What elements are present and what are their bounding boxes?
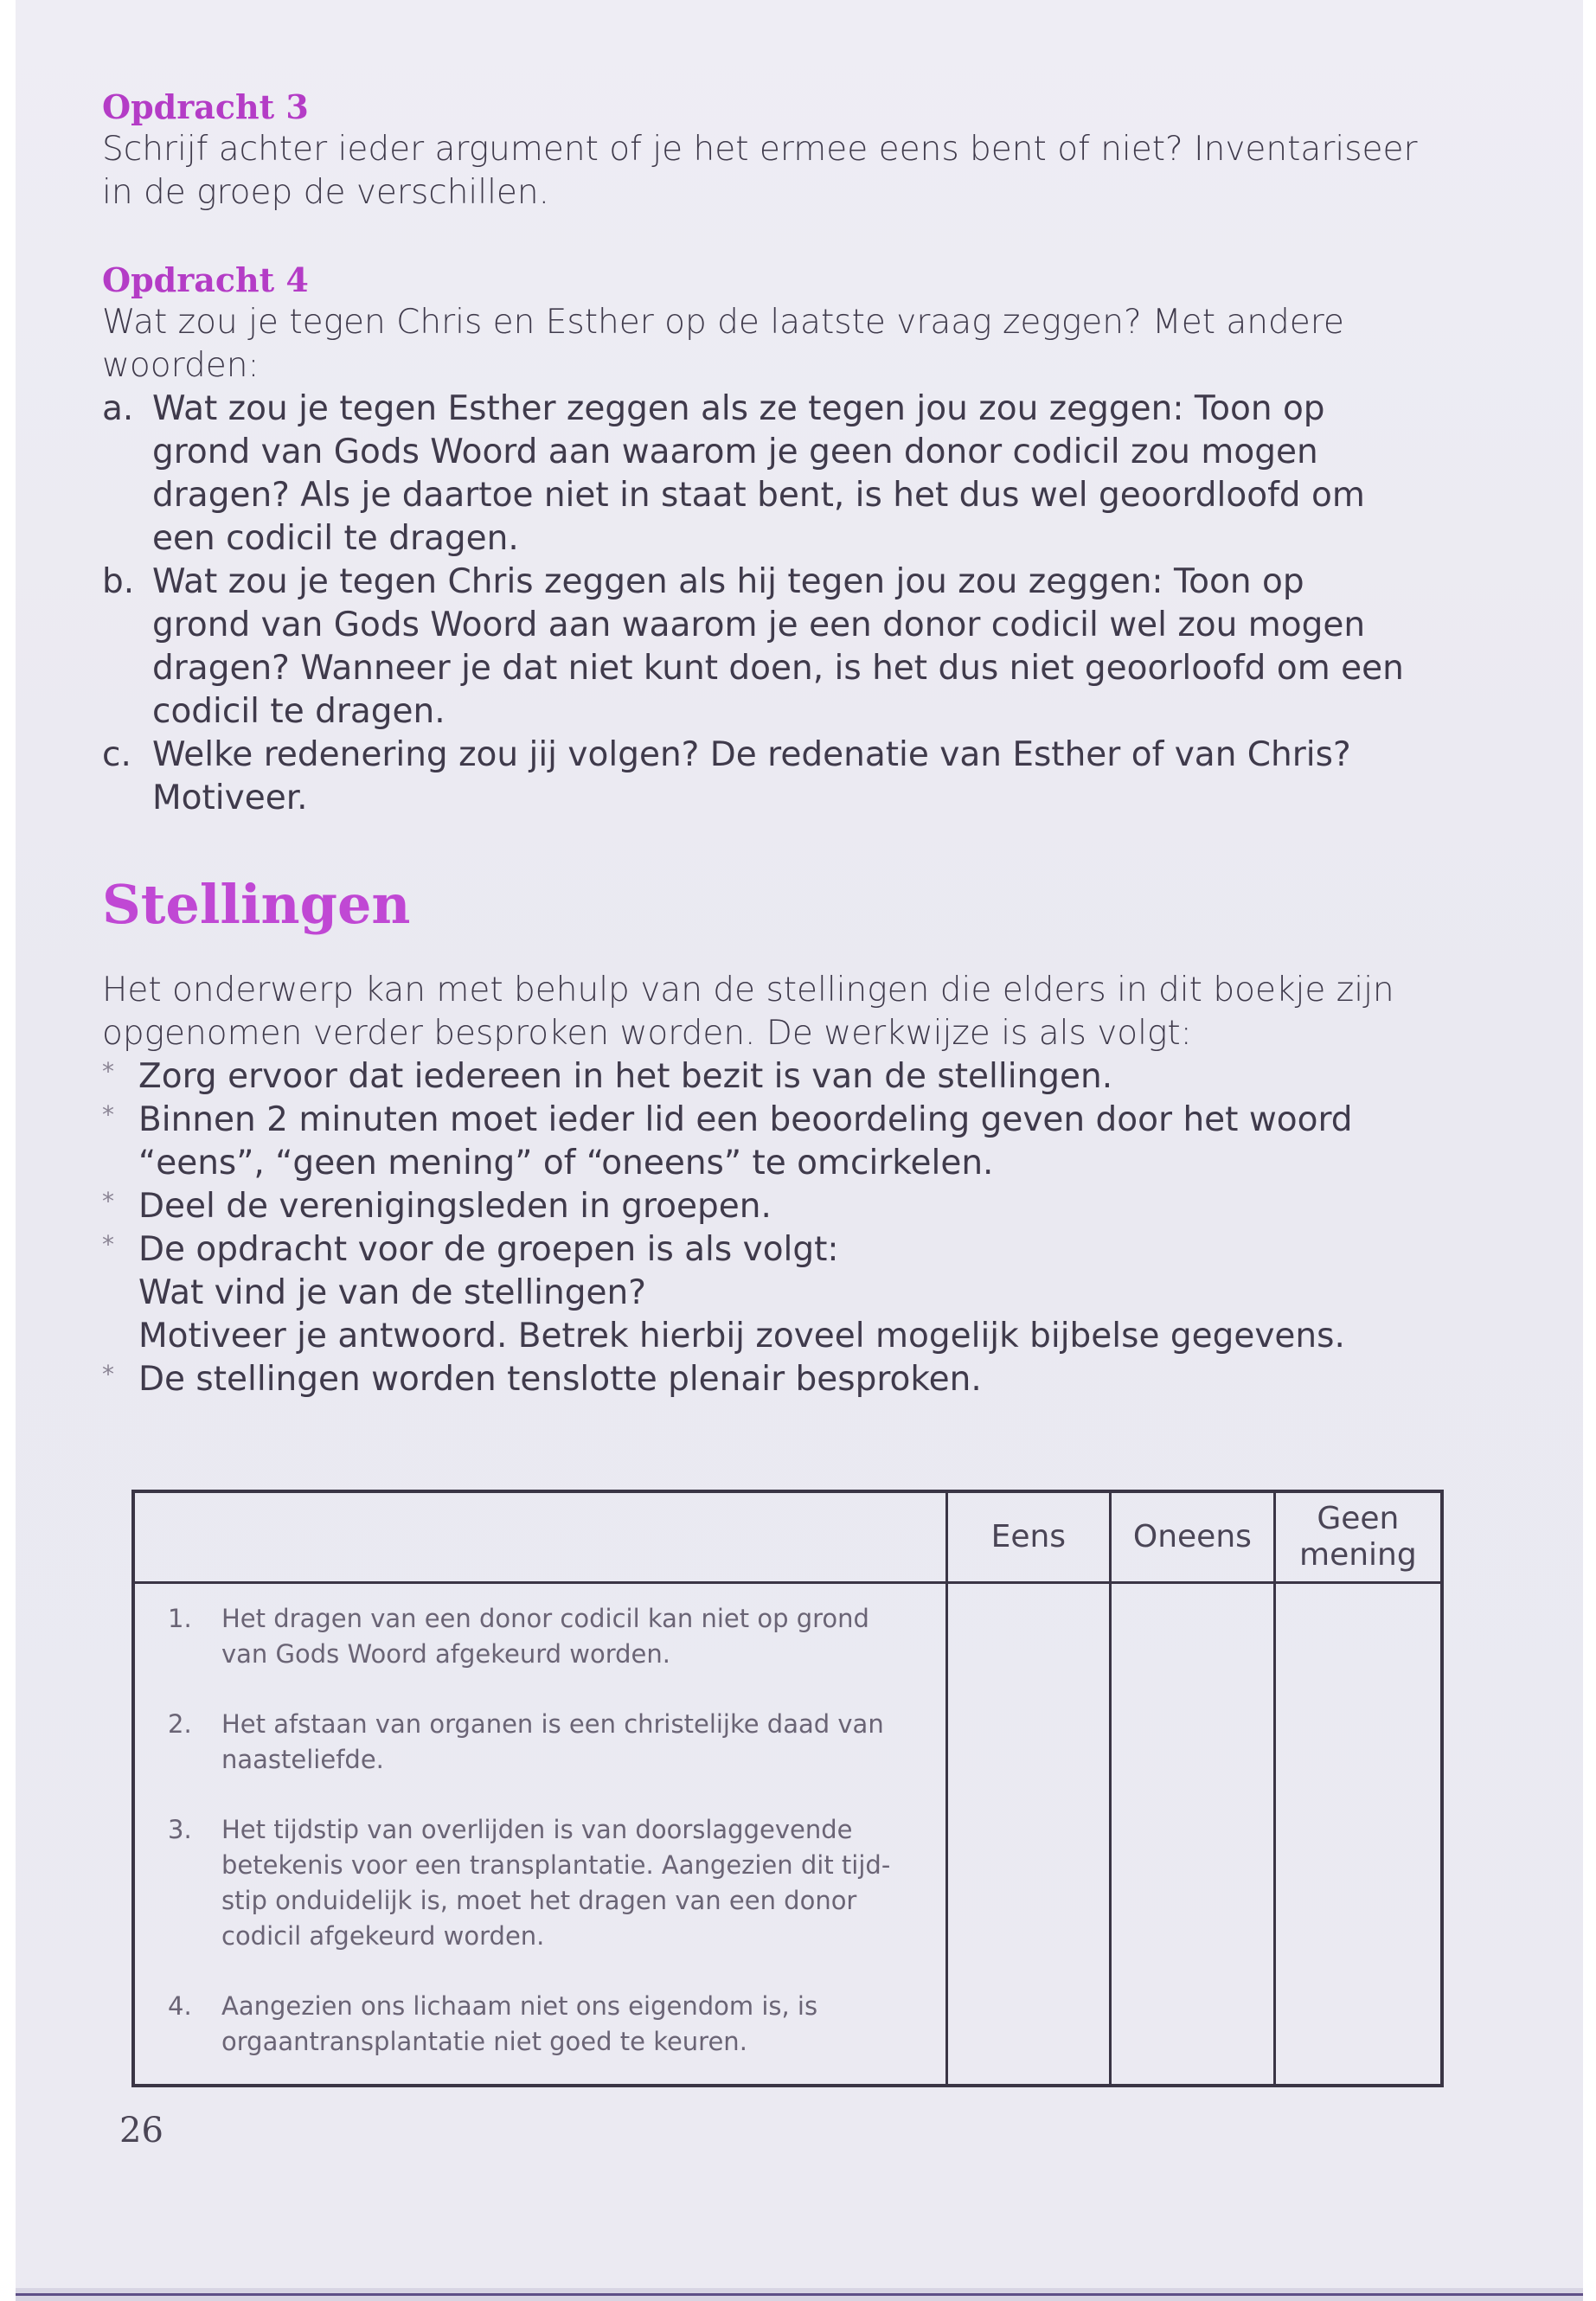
bullet-line: Wat vind je van de stellingen? [138,1273,646,1312]
statement-line: naasteliefde. [221,1745,384,1774]
item-line: codicil te dragen. [152,692,445,731]
bullet-item [102,1358,1452,1401]
header-geen-mening [1274,1491,1442,1583]
table-body-row [133,1583,1442,2086]
table-header-row [133,1491,1442,1583]
bullet-item [102,1185,1452,1228]
asterisk-bullet-icon: * [102,1187,114,1215]
page-bottom-edge [16,2288,1583,2301]
statement-line: betekenis voor een transplantatie. Aangezien dit tijd- [221,1850,891,1880]
bullet-line: Deel de verenigingsleden in groepen. [138,1187,772,1226]
item-line: dragen? Wanneer je dat niet kunt doen, is het dus niet geoorloofd om een [152,649,1404,688]
bullet-line: Zorg ervoor dat iedereen in het bezit is van de stellingen. [138,1057,1113,1096]
page-number: 26 [119,2111,163,2150]
bullet-line: De opdracht voor de groepen is als volgt: [138,1230,839,1269]
statement-number: 2. [168,1709,192,1739]
opdracht-3-line-1: Schrijf achter ieder argument of je het ermee eens bent of niet? Inventariseer [102,130,1418,169]
statement-text [221,1601,933,1672]
bullet-line: De stellingen worden tenslotte plenair besproken. [138,1360,982,1399]
bullet-item [102,1099,1452,1185]
item-line: grond van Gods Woord aan waarom je een donor codicil wel zou mogen [152,606,1366,644]
item-line: grond van Gods Woord aan waarom je geen donor codicil zou mogen [152,433,1318,471]
statement-line: orgaantransplantatie niet goed te keuren. [221,2027,747,2056]
bullet-item [102,1228,1452,1358]
statement-text [221,1707,933,1778]
item-line: Wat zou je tegen Chris zeggen als hij tegen jou zou zeggen: Toon op [152,562,1304,601]
opdracht-4-item-a [102,388,1452,561]
item-line: Wat zou je tegen Esther zeggen als ze tegen jou zou zeggen: Toon op [152,389,1325,428]
asterisk-bullet-icon: * [102,1360,114,1388]
asterisk-bullet-icon: * [102,1100,114,1129]
statement-line: Het tijdstip van overlijden is van doorslaggevende [221,1815,853,1844]
opdracht-4-heading: Opdracht 4 [102,260,309,299]
header-empty-cell [133,1491,946,1583]
statement-text [221,1989,933,2060]
bullet-item [102,1055,1452,1099]
statement-4 [168,1989,933,2060]
opdracht-3-heading: Opdracht 3 [102,87,309,126]
bullet-line: Binnen 2 minuten moet ieder lid een beoordeling geven door het woord [138,1100,1353,1139]
header-eens: Eens [946,1491,1110,1583]
statements-cell [133,1583,946,2086]
stellingen-intro-line-2: opgenomen verder besproken worden. De werkwijze is als volgt: [102,1014,1192,1053]
page-content [102,87,1452,1401]
statement-number: 4. [168,1991,192,2021]
asterisk-bullet-icon: * [102,1230,114,1259]
statement-1 [168,1601,933,1672]
statement-3 [168,1812,933,1954]
bullet-line: Motiveer je antwoord. Betrek hierbij zoveel mogelijk bijbelse gegevens. [138,1317,1345,1356]
statement-line: Aangezien ons lichaam niet ons eigendom is, is [221,1991,818,2021]
item-marker: a. [102,389,134,428]
opdracht-4-intro-line-2: woorden: [102,346,260,385]
item-line: Motiveer. [152,779,308,817]
bullet-line: “eens”, “geen mening” of “oneens” te omcirkelen. [138,1144,994,1183]
statement-line: van Gods Woord afgekeurd worden. [221,1639,670,1669]
statement-line: Het afstaan van organen is een christelijke daad van [221,1709,884,1739]
asterisk-bullet-icon: * [102,1057,114,1086]
eens-answer-column[interactable] [946,1583,1110,2086]
statement-number: 1. [168,1604,192,1633]
stellingen-title: Stellingen [102,873,411,936]
statement-text [221,1812,933,1954]
oneens-answer-column[interactable] [1111,1583,1275,2086]
item-marker: c. [102,735,131,774]
item-marker: b. [102,562,135,601]
statement-line: stip onduidelijk is, moet het dragen van een donor [221,1886,857,1915]
spacer [102,215,1452,260]
bottom-edge-line [16,2293,1583,2296]
header-oneens: Oneens [1111,1491,1275,1583]
statement-line: Het dragen van een donor codicil kan niet op grond [221,1604,869,1633]
opdracht-4-item-c [102,734,1452,820]
header-geen-mening-line-2: mening [1299,1537,1417,1573]
statement-2 [168,1707,933,1778]
statements-table [131,1490,1444,2087]
stellingen-intro-line-1: Het onderwerp kan met behulp van de stellingen die elders in dit boekje zijn [102,971,1394,1009]
geen-mening-answer-column[interactable] [1274,1583,1442,2086]
statement-number: 3. [168,1815,192,1844]
item-line: Welke redenering zou jij volgen? De redenatie van Esther of van Chris? [152,735,1351,774]
opdracht-4-item-b [102,561,1452,734]
header-geen-mening-line-1: Geen [1317,1501,1400,1536]
opdracht-4-intro-line-1: Wat zou je tegen Chris en Esther op de laatste vraag zeggen? Met andere [102,303,1344,342]
statement-line: codicil afgekeurd worden. [221,1921,545,1951]
item-line: een codicil te dragen. [152,519,519,558]
item-line: dragen? Als je daartoe niet in staat bent, is het dus wel geoordloofd om [152,476,1365,515]
opdracht-3-line-2: in de groep de verschillen. [102,173,550,212]
